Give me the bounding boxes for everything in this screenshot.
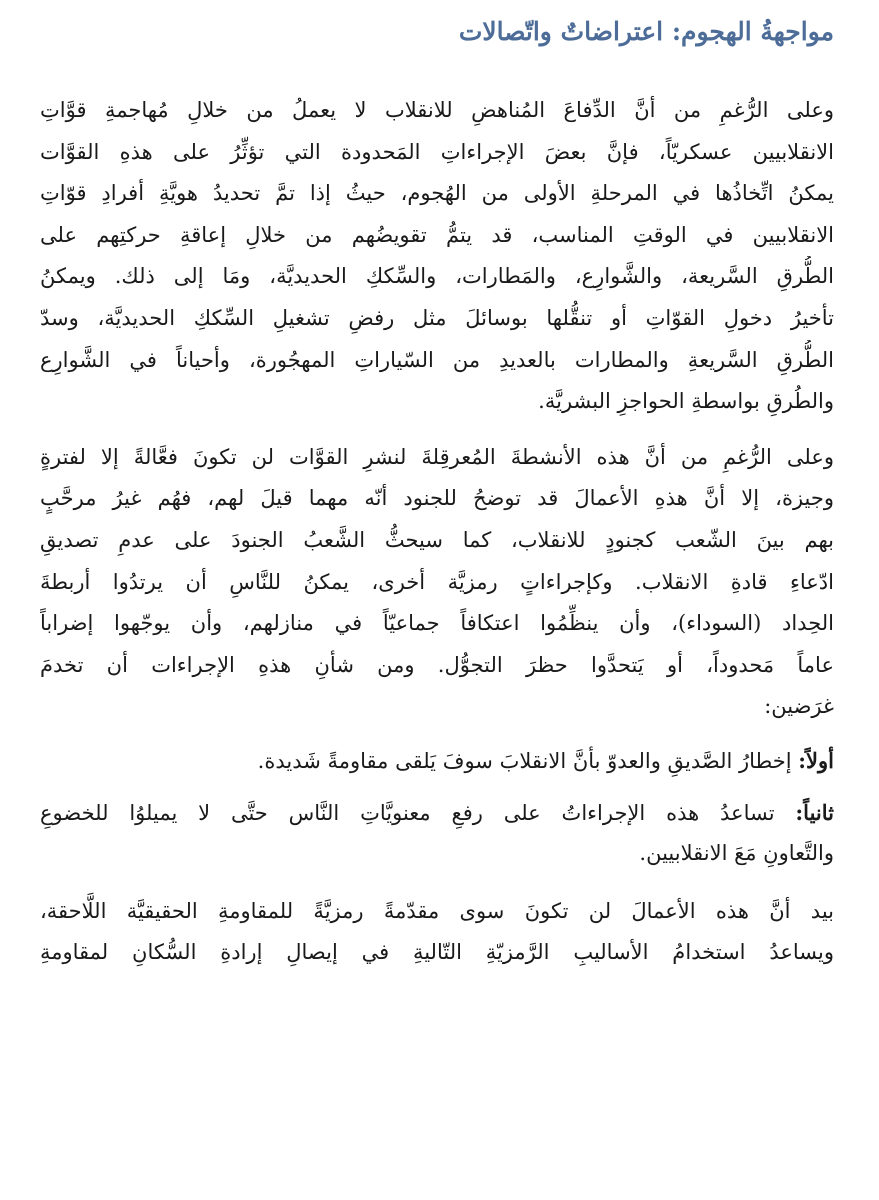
text-line: والتَّعاونِ مَعَ الانقلابيين. xyxy=(639,841,834,866)
text-line: الانقلابيين في الوقتِ المناسب، قد يتمُّ تقويضُهم من خلالِ إعاقةِ حركتِهم على xyxy=(40,222,834,247)
text-line xyxy=(40,740,834,782)
text-line: بهم بينَ الشّعب كجنودٍ للانقلاب، كما سيحثُّ الشَّعبُ الجنودَ على عدمِ تصديقِ xyxy=(40,527,834,552)
point-second xyxy=(40,792,834,875)
point-text: تساعدُ هذه الإجراءاتُ على رفعِ معنويَّاتِ النَّاس حتَّى لا يميلوُا للخضوعِ xyxy=(40,800,796,825)
paragraph-2 xyxy=(40,437,834,728)
section-heading: مواجهةُ الهجوم: اعتراضاتٌ واتّصالات xyxy=(458,17,834,46)
text-line: يمكنُ اتِّخاذُها في المرحلةِ الأولى من الهُجوم، حيثُ إذا تمَّ تحديدُ هويَّةِ أفرادِ قوّاتِ xyxy=(40,181,834,206)
text-line: الانقلابيين عسكريّاً، فإنَّ بعضَ الإجراءاتِ المَحدودة التي تؤثِّرُ على هذهِ القوَّات xyxy=(40,139,834,164)
text-line: عاماً مَحدوداً، أو يَتحدَّوا حظرَ التجوُّل. ومن شأنِ هذهِ الإجراءات أن تخدمَ xyxy=(40,652,834,677)
text-line: الحِداد (السوداء)، وأن ينظِّمُوا اعتكافاً جماعيّاً في منازلهم، وأن يوجّهوا إضراباً xyxy=(40,611,834,636)
text-line: الطُّرقِ السَّريعة، والشَّوارِع، والمَطارات، والسِّككِ الحديديَّة، ومَا إلى ذلك. ويمكنُ xyxy=(40,264,834,289)
text-line: وجيزة، إلا أنَّ هذهِ الأعمالَ قد توضحُ للجنود أنّه مهما قيلَ لهم، فهُم غيرُ مرحَّبٍ xyxy=(40,486,834,511)
text-line: وعلى الرُّغمِ من أنَّ الدِّفاعَ المُناهضِ للانقلاب لا يعملُ من خلالِ مُهاجمةِ قوَّاتِ xyxy=(40,98,834,122)
paragraph-1 xyxy=(40,90,834,423)
paragraph-3 xyxy=(40,891,834,974)
text-line: ويساعدُ استخدامُ الأساليبِ الرَّمزيّةِ التّاليةِ في إيصالِ إرادةِ السُّكانِ لمقاومةِ xyxy=(40,940,834,965)
text-line: والطُرقِ بواسطةِ الحواجزِ البشريَّة. xyxy=(538,389,834,414)
text-line: تأخيرُ دخولِ القوّاتِ أو تنقُّلها بوسائلَ مثل رفضِ تشغيلِ السِّككِ الحديديَّة، وسدّ xyxy=(40,305,834,330)
text-line: وعلى الرُّغمِ من أنَّ هذه الأنشطةَ المُعرقِلةَ لنشرِ القوَّات لن تكونَ فعَّالةً إلا لفترةٍ xyxy=(40,444,834,469)
text-line: بيد أنَّ هذه الأعمالَ لن تكونَ سوى مقدّمةً رمزيَّةً للمقاومةِ الحقيقيَّة اللَّاحقة، xyxy=(40,898,834,923)
text-line: الطُّرقِ السَّريعةِ والمطارات بالعديدِ من السّياراتِ المهجُورة، وأحياناً في الشَّوارِع xyxy=(40,347,834,372)
text-line: غرَضين: xyxy=(764,694,834,719)
text-line xyxy=(40,792,834,834)
text-line: ادّعاءِ قادةِ الانقلاب. وكإجراءاتٍ رمزيَّة أخرى، يمكنُ للنَّاسِ أن يرتدُوا أربطةَ xyxy=(40,569,834,594)
point-label: أولاً: xyxy=(798,747,834,773)
point-first xyxy=(40,740,834,782)
point-label: ثانياً: xyxy=(795,799,834,825)
point-text: إخطارُ الصَّديقِ والعدوّ بأنَّ الانقلابَ سوفَ يَلقى مقاومةً شَديدة. xyxy=(257,748,799,773)
